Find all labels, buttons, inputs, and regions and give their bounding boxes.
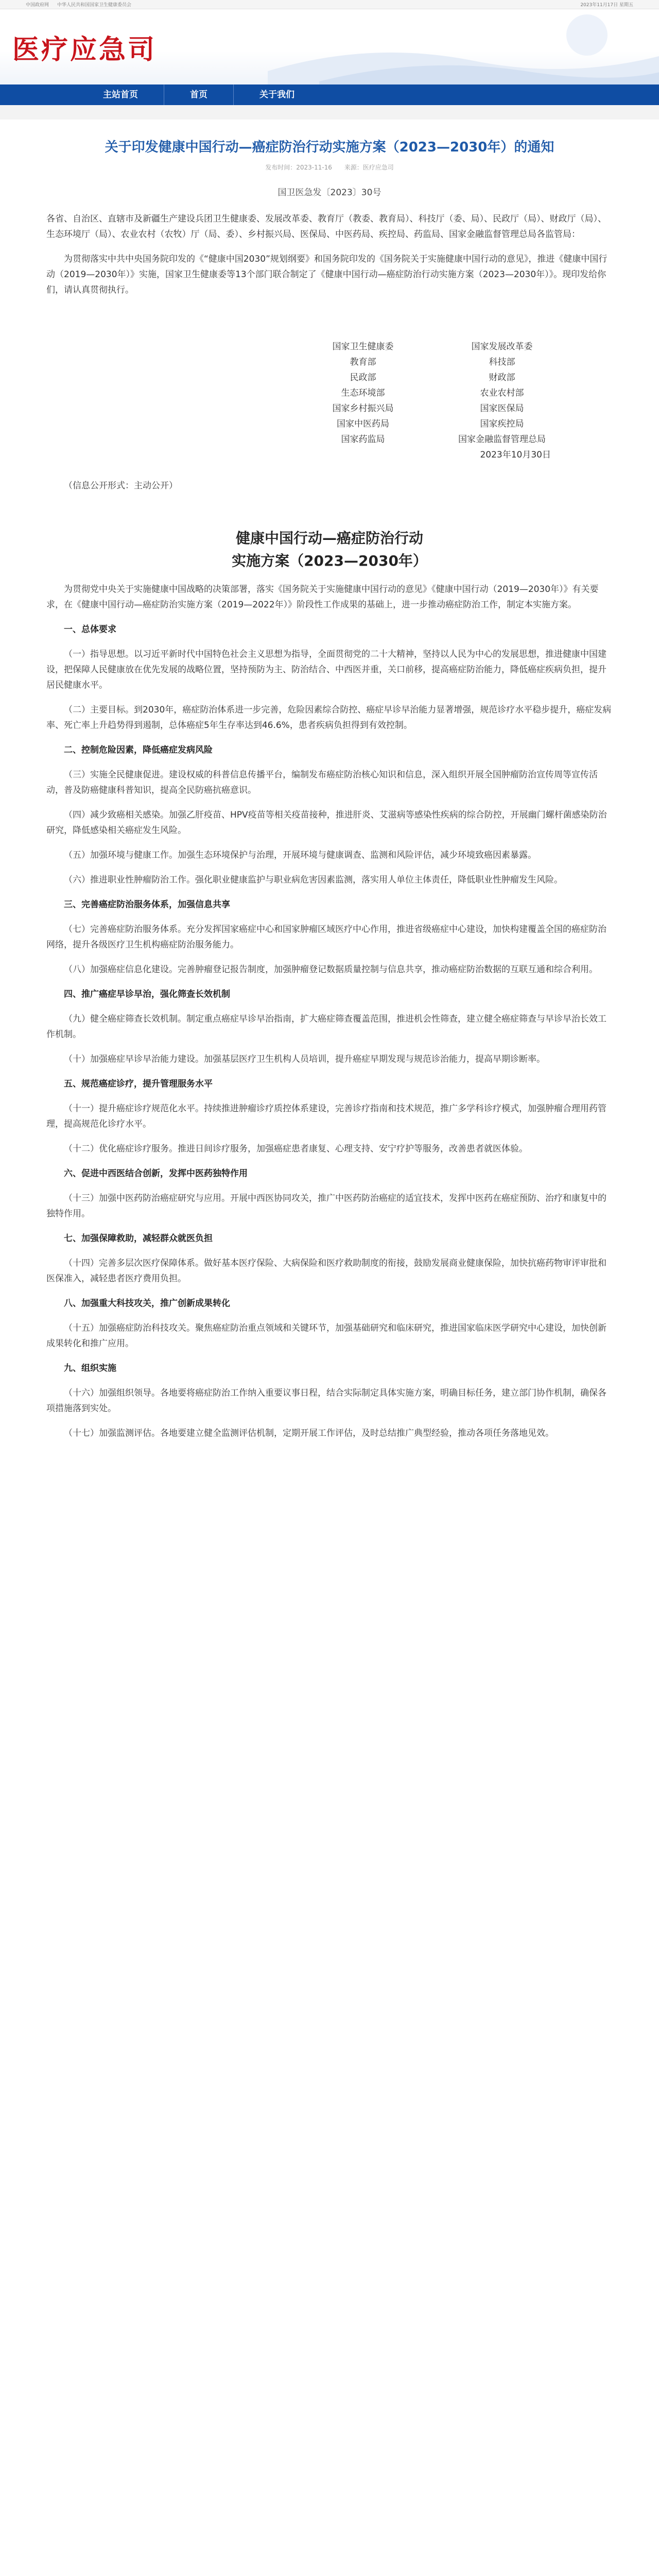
body-paragraph: （八）加强癌症信息化建设。完善肿瘤登记报告制度，加强肿瘤登记数据质量控制与信息共享，推动癌症防治数据的互联互通和综合利用。 — [64, 964, 598, 975]
section-heading: 四、推广癌症早诊早治，强化筛查长效机制 — [64, 989, 230, 999]
signatory: 财政部 — [489, 372, 515, 383]
nav-main-site[interactable]: 主站首页 — [77, 84, 164, 105]
body-paragraph: （十五）加强癌症防治科技攻关。聚焦癌症防治重点领域和关键环节，加强基础研究和临床研究，推进国家临床医学研究中心建设，加快创新成果转化和推广应用。 — [46, 1323, 606, 1349]
signatory: 生态环境部 — [341, 388, 385, 398]
section-heading: 五、规范癌症诊疗，提升管理服务水平 — [64, 1079, 213, 1089]
document-number: 国卫医急发〔2023〕30号 — [278, 188, 381, 198]
section-heading: 六、促进中西医结合创新，发挥中医药独特作用 — [64, 1168, 248, 1179]
signatory: 国家中医药局 — [337, 419, 389, 429]
signatory-block — [299, 339, 566, 463]
site-logo[interactable]: 医疗应急司 — [12, 34, 157, 65]
body-paragraph: （三）实施全民健康促进。建设权威的科普信息传播平台，编制发布癌症防治核心知识和信息，深入组织开展全国肿瘤防治宣传周等宣传活动，普及防癌健康科普知识，提高全民防癌抗癌意识。 — [46, 770, 598, 795]
section-heading: 八、加强重大科技攻关，推广创新成果转化 — [64, 1298, 230, 1309]
issue-date: 2023年10月30日 — [480, 450, 551, 460]
signatory: 教育部 — [350, 357, 376, 367]
body-paragraph: （一）指导思想。以习近平新时代中国特色社会主义思想为指导，全面贯彻党的二十大精神，坚持以人民为中心的发展思想，推进健康中国建设，把保障人民健康放在优先发展的战略位置，坚持预防为主、防治结合、中西医并重，关口前移，提高癌症防治能力，降低癌症疾病负担，提升居民健康水平。 — [46, 649, 606, 690]
body-paragraph: （五）加强环境与健康工作。加强生态环境保护与治理，开展环境与健康调查、监测和风险评估，减少环境致癌因素暴露。 — [64, 850, 536, 860]
nav-about[interactable]: 关于我们 — [259, 90, 294, 100]
disclosure-note: （信息公开形式：主动公开） — [64, 481, 178, 491]
body-paragraph: （十七）加强监测评估。各地要建立健全监测评估机制，定期开展工作评估，及时总结推广典型经验，推动各项任务落地见效。 — [64, 1428, 554, 1438]
top-utility-bar — [0, 0, 659, 9]
signatory-row — [299, 370, 566, 385]
signatory: 国家发展改革委 — [471, 342, 533, 352]
signatory: 国家金融监督管理总局 — [458, 434, 546, 445]
gov-portal-link[interactable]: 中国政府网 — [26, 3, 49, 8]
signatory: 国家医保局 — [480, 403, 524, 414]
plan-title-line: 健康中国行动—癌症防治行动 — [235, 530, 423, 547]
signatory: 科技部 — [489, 357, 515, 367]
nav-home[interactable]: 首页 — [164, 84, 234, 105]
signatory: 农业农村部 — [480, 388, 524, 398]
salutation: 各省、自治区、直辖市及新疆生产建设兵团卫生健康委、发展改革委、教育厅（教委、教育局）、科技厅（委、局）、民政厅（局）、财政厅（局）、生态环境厅（局）、农业农村（农牧）厅（局、委）、乡村振兴局、医保局、中医药局、疾控局、药监局、国家金融监督管理总局各监管局： — [46, 214, 606, 240]
body-paragraph: （六）推进职业性肿瘤防治工作。强化职业健康监护与职业病危害因素监测，落实用人单位主体责任，降低职业性肿瘤发生风险。 — [64, 875, 563, 885]
plan-intro: 为贯彻党中央关于实施健康中国战略的决策部署，落实《国务院关于实施健康中国行动的意见》《健康中国行动（2019—2030年）》有关要求，在《健康中国行动—癌症防治实施方案（2019—2022年）》阶段性工作成果的基础上，进一步推动癌症防治工作，制定本实施方案。 — [46, 584, 599, 610]
signatory: 国家疾控局 — [480, 419, 524, 429]
body-paragraph: （七）完善癌症防治服务体系。充分发挥国家癌症中心和国家肿瘤区域医疗中心作用，推进省级癌症中心建设，加快构建覆盖全国的癌症防治网络，提升各级医疗卫生机构癌症防治服务能力。 — [46, 924, 606, 950]
section-heading: 九、组织实施 — [64, 1363, 116, 1374]
body-paragraph: （十一）提升癌症诊疗规范化水平。持续推进肿瘤诊疗质控体系建设，完善诊疗指南和技术规范，推广多学科诊疗模式，加强肿瘤合理用药管理，提高规范化诊疗水平。 — [46, 1104, 606, 1129]
body-paragraph: （十）加强癌症早诊早治能力建设。加强基层医疗卫生机构人员培训，提升癌症早期发现与规范诊治能力，提高早期诊断率。 — [64, 1054, 545, 1064]
signatory-row — [299, 385, 566, 401]
body-paragraph: （十二）优化癌症诊疗服务。推进日间诊疗服务，加强癌症患者康复、心理支持、安宁疗护等服务，改善患者就医体验。 — [64, 1144, 528, 1154]
body-paragraph: （九）健全癌症筛查长效机制。制定重点癌症早诊早治指南，扩大癌症筛查覆盖范围，推进机会性筛查，建立健全癌症筛查与早诊早治长效工作机制。 — [46, 1014, 606, 1040]
section-heading: 二、控制危险因素，降低癌症发病风险 — [64, 745, 213, 755]
current-date: 2023年11月17日 星期五 — [580, 3, 633, 8]
signatory-row — [299, 401, 566, 416]
article-title: 关于印发健康中国行动—癌症防治行动实施方案（2023—2030年）的通知 — [105, 140, 554, 155]
article-source: 来源：医疗应急司 — [344, 164, 394, 171]
plan-title — [46, 527, 613, 572]
publish-time: 发布时间：2023-11-16 — [265, 164, 332, 171]
body-paragraph: （二）主要目标。到2030年，癌症防治体系进一步完善，危险因素综合防控、癌症早诊早治能力显著增强，规范诊疗水平稳步提升，癌症发病率、死亡率上升趋势得到遏制，总体癌症5年生存率达到46.6%，患者疾病负担得到有效控制。 — [46, 705, 612, 731]
article — [46, 120, 613, 1441]
signatory-row — [299, 339, 566, 354]
section-heading: 七、加强保障救助，减轻群众就医负担 — [64, 1233, 213, 1244]
signatory: 国家药监局 — [341, 434, 385, 445]
nhc-link[interactable]: 中华人民共和国国家卫生健康委员会 — [57, 3, 132, 8]
signatory-row — [299, 354, 566, 370]
signatory-row — [299, 416, 566, 432]
signatory-row — [299, 432, 566, 447]
plan-title-line: 实施方案（2023—2030年） — [232, 552, 427, 569]
body-paragraph: （十六）加强组织领导。各地要将癌症防治工作纳入重要议事日程，结合实际制定具体实施方案，明确目标任务，建立部门协作机制，确保各项措施落到实处。 — [46, 1388, 606, 1414]
signatory: 国家乡村振兴局 — [332, 403, 394, 414]
breadcrumb-strip — [0, 105, 659, 120]
site-header — [0, 9, 659, 84]
signatory: 民政部 — [350, 372, 376, 383]
article-meta — [46, 163, 613, 172]
header-decoration-graphic — [268, 9, 659, 84]
signatory: 国家卫生健康委 — [332, 342, 394, 352]
body-paragraph: 为贯彻落实中共中央国务院印发的《“健康中国2030”规划纲要》和国务院印发的《国务院关于实施健康中国行动的意见》，推进《健康中国行动（2019—2030年）》实施，国家卫生健康委等13个部门联合制定了《健康中国行动—癌症防治行动实施方案（2023—2030年）》。现印发给你们，请认真贯彻执行。 — [46, 254, 608, 295]
section-heading: 一、总体要求 — [64, 624, 116, 635]
body-paragraph: （十三）加强中医药防治癌症研究与应用。开展中西医协同攻关，推广中医药防治癌症的适宜技术，发挥中医药在癌症预防、治疗和康复中的独特作用。 — [46, 1193, 606, 1219]
main-nav — [0, 84, 659, 105]
section-heading: 三、完善癌症防治服务体系，加强信息共享 — [64, 900, 230, 910]
body-paragraph: （十四）完善多层次医疗保障体系。做好基本医疗保险、大病保险和医疗救助制度的衔接，鼓励发展商业健康保险，加快抗癌药物审评审批和医保准入，减轻患者医疗费用负担。 — [46, 1258, 606, 1284]
body-paragraph: （四）减少致癌相关感染。加强乙肝疫苗、HPV疫苗等相关疫苗接种，推进肝炎、艾滋病等感染性疾病的综合防控，开展幽门螺杆菌感染防治研究，降低感染相关癌症发生风险。 — [46, 810, 607, 836]
